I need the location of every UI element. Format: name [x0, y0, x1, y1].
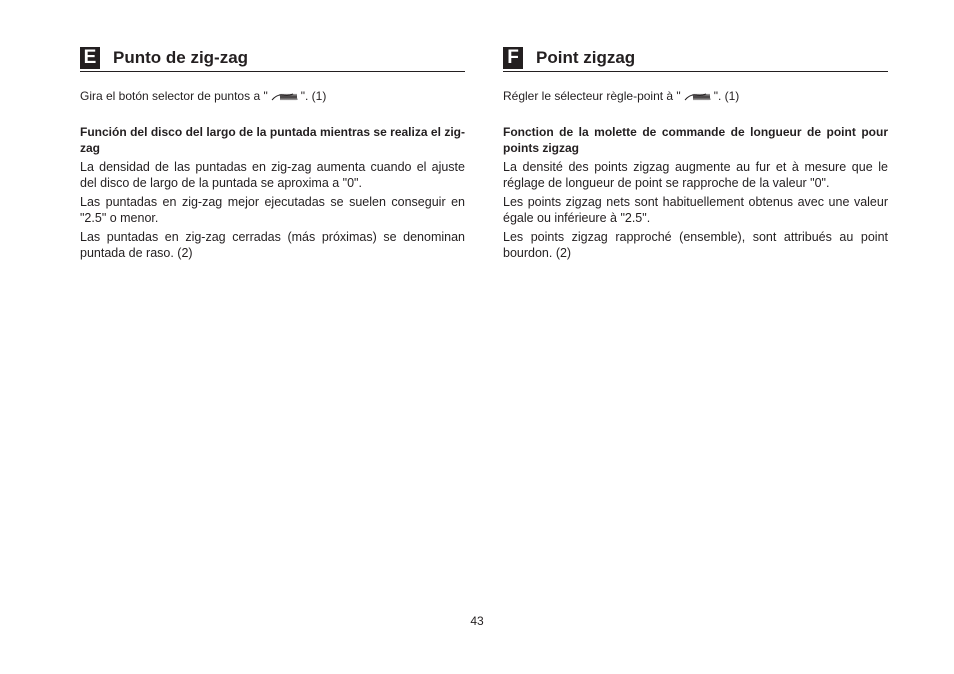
spanish-section-header — [80, 47, 465, 72]
french-paragraph: Les points zigzag nets sont habituellement obtenus avec une valeur égale ou inférieure à "2.5". — [503, 195, 888, 225]
french-section-header — [503, 47, 888, 72]
spanish-section — [80, 47, 465, 261]
french-intro-after: ". (1) — [713, 89, 740, 103]
language-badge-e: E — [80, 47, 100, 69]
french-paragraph: La densité des points zigzag augmente au fur et à mesure que le réglage de longueur de point se rapproche de la valeur "0". — [503, 160, 888, 190]
french-intro — [503, 89, 888, 104]
zigzag-stitch-icon — [271, 92, 299, 102]
french-section — [503, 47, 888, 261]
french-section-title: Point zigzag — [536, 48, 636, 67]
spanish-intro-after: ". (1) — [300, 89, 327, 103]
spanish-paragraph: Las puntadas en zig-zag cerradas (más próximas) se denominan puntada de raso. (2) — [80, 230, 465, 260]
spanish-intro-before: Gira el botón selector de puntos a " — [80, 89, 268, 103]
french-intro-before: Régler le sélecteur règle-point à " — [503, 89, 681, 103]
spanish-paragraph: La densidad de las puntadas en zig-zag aumenta cuando el ajuste del disco de largo de la puntada se aproxima a "0". — [80, 160, 465, 190]
page-number: 43 — [470, 614, 484, 628]
language-badge-f: F — [503, 47, 523, 69]
spanish-paragraph: Las puntadas en zig-zag mejor ejecutadas se suelen conseguir en "2.5" o menor. — [80, 195, 465, 225]
spanish-intro — [80, 89, 465, 104]
spanish-section-title: Punto de zig-zag — [113, 48, 249, 67]
french-subheading: Fonction de la molette de commande de longueur de point pour points zigzag — [503, 125, 888, 155]
zigzag-stitch-icon — [684, 92, 712, 102]
french-paragraph: Les points zigzag rapproché (ensemble), sont attribués au point bourdon. (2) — [503, 230, 888, 260]
spanish-subheading: Función del disco del largo de la puntada mientras se realiza el zig-zag — [80, 125, 465, 155]
